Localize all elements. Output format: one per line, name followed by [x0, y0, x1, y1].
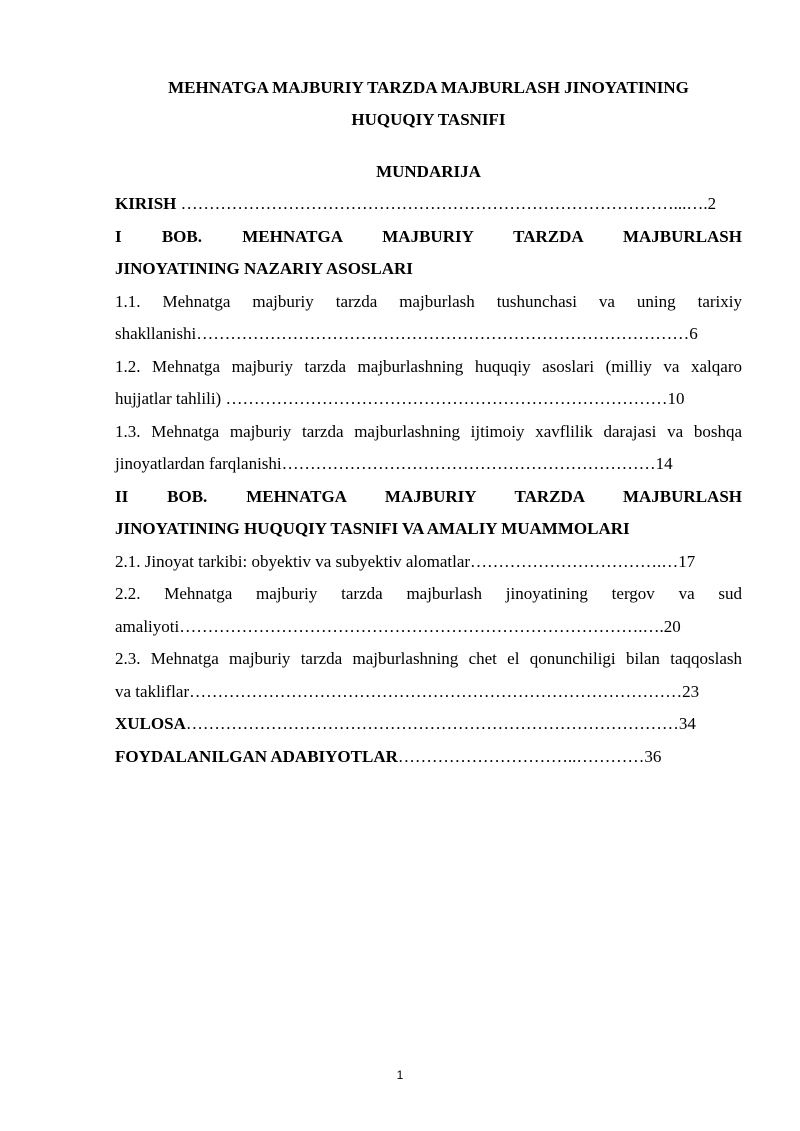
- section-2-3-leader: ……………………………………………………………………………: [189, 681, 683, 701]
- section-1-3-line-1: 1.3. Mehnatga majburiy tarzda majburlashning ijtimoiy xavflilik darajasi va boshqa: [115, 421, 742, 441]
- section-1-1-line-2: shakllanishi: [115, 324, 197, 343]
- section-1-2-line-1: 1.2. Mehnatga majburiy tarzda majburlashning huquqiy asoslari (milliy va xalqaro: [115, 356, 742, 376]
- section-1-3-leader: …………………………………………………………: [281, 454, 656, 473]
- section-1-1-line-2-wrap: [115, 318, 742, 351]
- toc-references-page: 36: [644, 746, 662, 766]
- toc-references-leader: …………………………..…………: [397, 746, 645, 766]
- toc-entry-intro[interactable]: [115, 188, 742, 221]
- toc-entry-1-2[interactable]: [115, 351, 742, 416]
- table-of-contents: [115, 188, 742, 773]
- toc-entry-2-3[interactable]: [115, 643, 742, 708]
- section-2-2-line-1: 2.2. Mehnatga majburiy tarzda majburlash jinoyatining tergov va sud: [115, 584, 742, 603]
- section-2-3-line-1: 2.3. Mehnatga majburiy tarzda majburlashning chet el qonunchiligi bilan taqqoslash: [115, 649, 742, 668]
- document-title: [115, 72, 742, 136]
- section-1-1-page: 6: [689, 324, 698, 343]
- section-2-2-page: 20: [663, 616, 681, 636]
- section-2-1-leader: …………………………….…: [470, 551, 679, 571]
- title-line-2: HUQUQIY TASNIFI: [351, 110, 506, 129]
- toc-heading: MUNDARIJA: [376, 162, 481, 181]
- section-1-1-leader: ……………………………………………………………………………: [196, 324, 690, 343]
- title-line-1: MEHNATGA MAJBURIY TARZDA MAJBURLASH JINOYATINING: [168, 78, 689, 97]
- page-number: 1: [396, 1068, 404, 1082]
- toc-entry-1-3[interactable]: [115, 416, 742, 481]
- section-2-2-line-2: amaliyoti: [115, 616, 180, 636]
- section-1-3-line-2: jinoyatlardan farqlanishi: [115, 454, 282, 473]
- toc-intro-label: KIRISH: [115, 194, 177, 213]
- section-1-3-page: 14: [655, 454, 673, 473]
- toc-entry-conclusion[interactable]: [115, 708, 742, 741]
- toc-intro-leader: ……………………………………………………………………………...….: [176, 194, 708, 213]
- section-1-1-line-1: 1.1. Mehnatga majburiy tarzda majburlash tushunchasi va uning tarixiy: [115, 291, 742, 311]
- toc-conclusion-page: 34: [678, 714, 696, 733]
- section-2-2-leader: ……………………………………………………………………….….: [179, 616, 664, 636]
- document-page: [115, 72, 742, 773]
- section-1-2-leader: ……………………………………………………………………: [225, 389, 668, 408]
- section-2-1-text: 2.1. Jinoyat tarkibi: obyektiv va subyektiv alomatlar: [115, 551, 471, 571]
- toc-entry-1-1[interactable]: [115, 286, 742, 351]
- section-2-2-line-2-wrap: [115, 611, 742, 644]
- toc-chapter-1[interactable]: [115, 221, 742, 286]
- section-2-3-page: 23: [682, 681, 700, 701]
- toc-chapter-2[interactable]: [115, 481, 742, 546]
- section-2-1-page: 17: [678, 551, 696, 571]
- section-2-3-line-2: va takliflar: [115, 681, 190, 701]
- toc-entry-2-2[interactable]: [115, 578, 742, 643]
- toc-entry-2-1[interactable]: [115, 546, 742, 579]
- section-1-2-line-2-wrap: [115, 383, 742, 416]
- toc-conclusion-label: XULOSA: [115, 714, 186, 733]
- section-1-2-line-2: hujjatlar tahlili): [115, 389, 226, 408]
- chapter-1-line-1: I BOB. MEHNATGA MAJBURIY TARZDA MAJBURLASH: [115, 226, 742, 246]
- chapter-1-line-2: JINOYATINING NAZARIY ASOSLARI: [115, 259, 413, 278]
- section-2-3-line-2-wrap: [115, 676, 742, 709]
- section-1-2-page: 10: [667, 389, 685, 408]
- toc-references-label: FOYDALANILGAN ADABIYOTLAR: [115, 746, 398, 766]
- chapter-2-line-2: JINOYATINING HUQUQIY TASNIFI VA AMALIY MUAMMOLARI: [115, 519, 630, 538]
- toc-conclusion-leader: ……………………………………………………………………………: [185, 714, 679, 733]
- toc-entry-references[interactable]: [115, 741, 742, 774]
- chapter-2-line-1: II BOB. MEHNATGA MAJBURIY TARZDA MAJBURLASH: [115, 486, 742, 506]
- section-1-3-line-2-wrap: [115, 448, 742, 481]
- toc-intro-page: 2: [707, 194, 717, 213]
